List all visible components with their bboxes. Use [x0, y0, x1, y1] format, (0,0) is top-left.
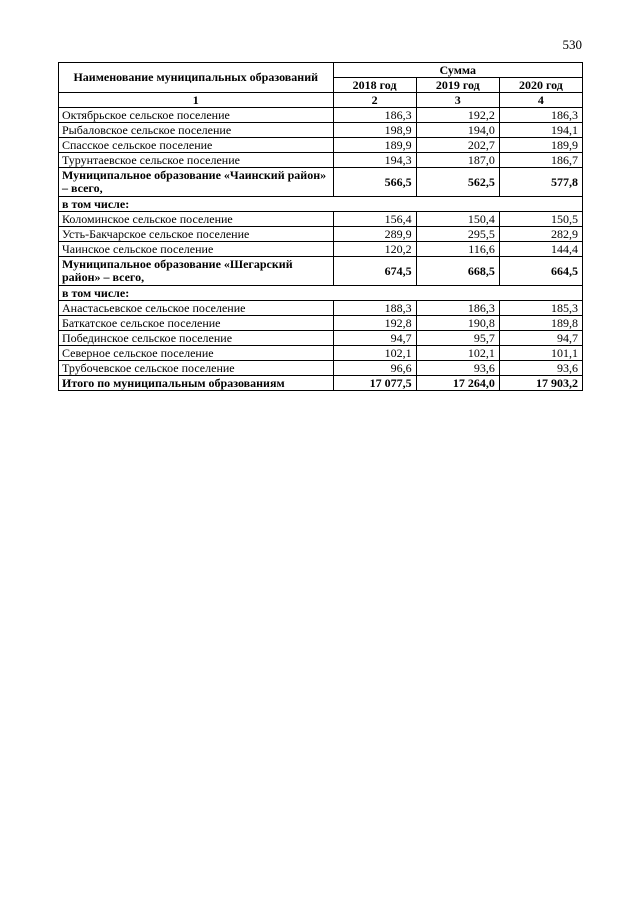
- row-value: 17 903,2: [499, 376, 582, 391]
- row-value: 188,3: [333, 301, 416, 316]
- row-value: 186,3: [333, 108, 416, 123]
- row-name: Усть-Бакчарское сельское поселение: [59, 227, 334, 242]
- table-row: [59, 153, 583, 168]
- row-name: Северное сельское поселение: [59, 346, 334, 361]
- row-name: Побединское сельское поселение: [59, 331, 334, 346]
- header-sum-group: Сумма: [333, 63, 582, 78]
- page-number: 530: [562, 37, 582, 52]
- table-row: [59, 301, 583, 316]
- total-row: [59, 376, 583, 391]
- row-value: 150,4: [416, 212, 499, 227]
- table-row: [59, 138, 583, 153]
- row-value: 101,1: [499, 346, 582, 361]
- subheading-row: [59, 197, 583, 212]
- row-value: 664,5: [499, 257, 582, 286]
- row-value: 17 264,0: [416, 376, 499, 391]
- header-name-column: Наименование муниципальных образований: [59, 63, 334, 93]
- row-value: 185,3: [499, 301, 582, 316]
- table-body: [59, 108, 583, 391]
- row-value: 674,5: [333, 257, 416, 286]
- row-value: 194,3: [333, 153, 416, 168]
- row-value: 577,8: [499, 168, 582, 197]
- table-row: [59, 123, 583, 138]
- row-value: 120,2: [333, 242, 416, 257]
- row-name: Рыбаловское сельское поселение: [59, 123, 334, 138]
- row-value: 289,9: [333, 227, 416, 242]
- row-name: Муниципальное образование «Чаинский район» – всего,: [59, 168, 334, 197]
- row-value: 189,9: [499, 138, 582, 153]
- row-value: 562,5: [416, 168, 499, 197]
- table-row: [59, 108, 583, 123]
- row-name: Октябрьское сельское поселение: [59, 108, 334, 123]
- row-value: 192,8: [333, 316, 416, 331]
- row-value: 192,2: [416, 108, 499, 123]
- row-value: 186,3: [416, 301, 499, 316]
- table-row: [59, 168, 583, 197]
- table-row: [59, 346, 583, 361]
- row-value: 295,5: [416, 227, 499, 242]
- table-row: [59, 212, 583, 227]
- row-value: 93,6: [416, 361, 499, 376]
- column-number: 3: [416, 93, 499, 108]
- row-value: 190,8: [416, 316, 499, 331]
- column-number: 2: [333, 93, 416, 108]
- table-row: [59, 242, 583, 257]
- row-value: 116,6: [416, 242, 499, 257]
- row-name: Спасское сельское поселение: [59, 138, 334, 153]
- row-value: 202,7: [416, 138, 499, 153]
- row-value: 94,7: [499, 331, 582, 346]
- row-name: Баткатское сельское поселение: [59, 316, 334, 331]
- row-value: 198,9: [333, 123, 416, 138]
- row-value: 102,1: [416, 346, 499, 361]
- header-year-2019: 2019 год: [416, 78, 499, 93]
- table-row: [59, 257, 583, 286]
- row-value: 668,5: [416, 257, 499, 286]
- subheading-label: в том числе:: [59, 286, 583, 301]
- row-name: Анастасьевское сельское поселение: [59, 301, 334, 316]
- row-name: Муниципальное образование «Шегарский район» – всего,: [59, 257, 334, 286]
- table-row: [59, 361, 583, 376]
- row-value: 282,9: [499, 227, 582, 242]
- row-value: 194,1: [499, 123, 582, 138]
- row-value: 144,4: [499, 242, 582, 257]
- row-value: 94,7: [333, 331, 416, 346]
- row-value: 187,0: [416, 153, 499, 168]
- row-value: 186,7: [499, 153, 582, 168]
- row-value: 189,8: [499, 316, 582, 331]
- row-name: Турунтаевское сельское поселение: [59, 153, 334, 168]
- row-value: 96,6: [333, 361, 416, 376]
- column-number: 1: [59, 93, 334, 108]
- subheading-row: [59, 286, 583, 301]
- table-row: [59, 227, 583, 242]
- row-name: Чаинское сельское поселение: [59, 242, 334, 257]
- row-value: 566,5: [333, 168, 416, 197]
- row-name: Трубочевское сельское поселение: [59, 361, 334, 376]
- budget-table: [58, 62, 583, 391]
- row-value: 189,9: [333, 138, 416, 153]
- row-value: 102,1: [333, 346, 416, 361]
- row-value: 156,4: [333, 212, 416, 227]
- row-value: 186,3: [499, 108, 582, 123]
- header-year-2020: 2020 год: [499, 78, 582, 93]
- subheading-label: в том числе:: [59, 197, 583, 212]
- row-value: 194,0: [416, 123, 499, 138]
- row-value: 17 077,5: [333, 376, 416, 391]
- row-value: 95,7: [416, 331, 499, 346]
- row-name: Итого по муниципальным образованиям: [59, 376, 334, 391]
- table-row: [59, 331, 583, 346]
- table-row: [59, 316, 583, 331]
- row-value: 93,6: [499, 361, 582, 376]
- column-number: 4: [499, 93, 582, 108]
- row-value: 150,5: [499, 212, 582, 227]
- row-name: Коломинское сельское поселение: [59, 212, 334, 227]
- header-year-2018: 2018 год: [333, 78, 416, 93]
